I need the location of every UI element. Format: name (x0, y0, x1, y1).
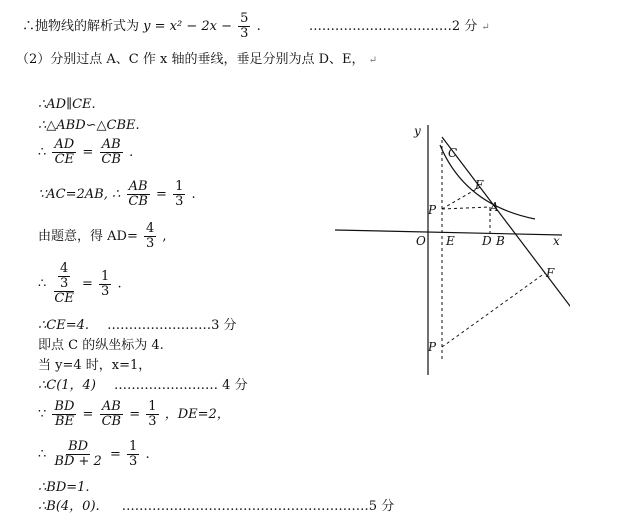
frac-den: 3 (175, 194, 184, 209)
step-c-ordinate: 即点 C 的纵坐标为 4. (38, 338, 164, 353)
step-bd-equation (38, 440, 150, 469)
frac-den: BD + 2 (54, 454, 102, 469)
step-when-y4: 当 y=4 时，x=1， (38, 358, 152, 373)
frac-num: BD (68, 439, 89, 454)
frac-num: 1 (175, 179, 184, 194)
frac-den: CB (128, 194, 148, 209)
step-lead: ∵ (38, 407, 47, 422)
segment-pa (442, 207, 490, 209)
step-text: ∴B(4，0). (38, 499, 100, 514)
part2-intro-line (16, 52, 377, 69)
step-tail: . (145, 447, 150, 462)
step-lead: ∵AC=2AB, ∴ (38, 187, 121, 202)
line2-return-mark: ↵ (368, 55, 378, 66)
inner-fraction (58, 262, 70, 291)
equals-sign: = (82, 407, 94, 422)
frac-den: CE (54, 291, 74, 306)
line1-score: ……………………………2 分 (308, 19, 478, 34)
frac-num: 4 (145, 221, 155, 236)
step-b-point (38, 499, 394, 515)
label-a: A (490, 200, 499, 214)
segment-p2f2 (442, 273, 545, 347)
step-c-point (38, 378, 248, 394)
label-c: C (448, 146, 458, 160)
compound-num (54, 262, 74, 292)
frac-den: 3 (148, 414, 157, 429)
frac-den: 3 (101, 283, 110, 299)
line-cb (442, 137, 570, 343)
step-score: ……………………3 分 (107, 318, 237, 333)
line1-fraction (238, 12, 250, 41)
line1-frac-num: 5 (240, 11, 249, 26)
frac-den: BE (54, 414, 74, 429)
line1-frac-den: 3 (240, 26, 249, 41)
equals-sign: = (156, 187, 167, 202)
step-lead: ∴ (38, 276, 47, 292)
frac-den: 3 (129, 454, 138, 469)
part2-intro-text: （2）分别过点 A、C 作 x 轴的垂线，垂足分别为点 D、E， (16, 52, 365, 67)
label-origin: O (416, 234, 426, 248)
equals-sign: = (109, 447, 121, 462)
label-y: y (414, 124, 421, 138)
step-bd-result: ∴BD=1. (38, 480, 90, 495)
label-d: D (482, 234, 492, 248)
frac-den: CB (101, 414, 122, 429)
frac-one-third (146, 400, 158, 429)
ratio-frac-ab-cb (99, 138, 123, 167)
label-x: x (553, 234, 560, 248)
label-p2: P (428, 340, 437, 354)
label-f1: F (475, 178, 484, 192)
label-f2: F (546, 266, 555, 280)
step-ce-equation (38, 262, 122, 306)
step-ce-result (38, 318, 237, 334)
step-ac-2ab (38, 180, 196, 209)
frac-den: CE (54, 152, 75, 167)
step-tail: . (191, 187, 196, 202)
step-tail: ，DE=2， (164, 407, 230, 422)
label-b: B (496, 234, 505, 248)
frac-one-third (99, 270, 111, 299)
frac-num: AB (128, 179, 148, 194)
frac-four-thirds (144, 222, 156, 251)
step-tail: . (117, 276, 122, 292)
frac-num: AB (101, 137, 121, 152)
step-tail: . (129, 145, 134, 160)
frac-num: BD (54, 399, 75, 414)
compound-fraction (52, 262, 75, 306)
label-e: E (446, 234, 455, 248)
frac-den: CB (101, 152, 121, 167)
step-tail: , (162, 229, 167, 244)
frac-num: AB (101, 399, 121, 414)
frac-one-third (173, 180, 185, 209)
step-ratio-lead: ∴ (38, 145, 47, 160)
line1-expression: y = x² − 2x − (143, 19, 232, 34)
frac-num: 4 (60, 261, 69, 276)
step-bd-ratio (38, 400, 230, 429)
frac-num: 1 (148, 399, 157, 414)
line1-prefix: ∴抛物线的解析式为 (22, 19, 140, 34)
parabola-equation-line (22, 12, 490, 41)
frac-ab-cb (100, 400, 124, 429)
equals-sign: = (82, 145, 94, 160)
equals-sign: = (82, 276, 93, 292)
frac-num: 1 (101, 268, 110, 284)
frac-bd-be (52, 400, 76, 429)
step-ad-value (38, 222, 167, 251)
step-score: …………………… 4 分 (114, 378, 248, 393)
frac-ab-cb (126, 180, 150, 209)
line1-tail: . (256, 19, 261, 34)
ratio-frac-ad-ce (52, 138, 76, 167)
line1-return-mark: ↵ (481, 22, 490, 33)
step-text: ∴CE=4. (38, 318, 90, 333)
step-lead: 由题意，得 AD= (38, 229, 138, 244)
frac-num: AD (54, 137, 75, 152)
step-ratio (38, 138, 133, 167)
label-p1: P (428, 203, 437, 217)
frac-bd-over-bd-plus-2 (52, 440, 103, 469)
step-text: ∴C(1，4) (38, 378, 96, 393)
step-parallel: ∴AD∥CE. (38, 97, 96, 112)
step-lead: ∴ (38, 447, 47, 462)
step-similar: ∴△ABD∽△CBE. (38, 118, 140, 133)
equals-sign: = (129, 407, 141, 422)
geometry-diagram (330, 115, 570, 380)
frac-one-third (127, 440, 139, 469)
frac-num: 1 (129, 439, 138, 454)
frac-den: 3 (60, 276, 69, 291)
frac-den: 3 (145, 236, 155, 251)
step-score: …………………………………………………5 分 (121, 499, 395, 514)
